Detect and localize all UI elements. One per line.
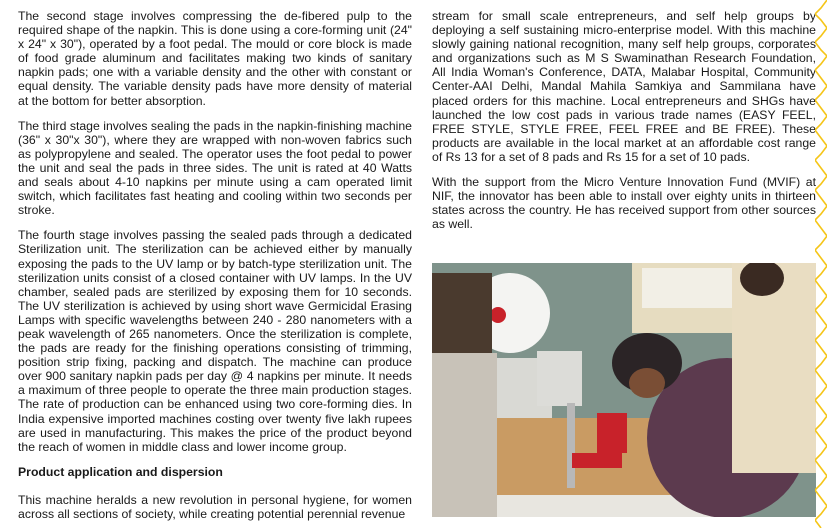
paragraph-third-stage: The third stage involves sealing the pads in the napkin-finishing machine (36" x 30"x 30"), where they are wrapped with non-woven fabrics such as polypropylene and sealed. The operator uses the foot pedal to power the unit and seal the pads in three sides. The unit is rated at 40 Watts and seals about 4-10 napkins per minute using a cam operated limit switch, which facilitates fast heating and cooling within two seconds per stroke.	[18, 118, 412, 218]
paragraph-product-application: This machine heralds a new revolution in personal hygiene, for women across all sections of society, while creating potential perennial revenue	[18, 492, 412, 521]
man-right	[732, 263, 816, 473]
paragraph-fourth-stage: The fourth stage involves passing the sealed pads through a dedicated Sterilization unit. The sterilization can be achieved either by manually exposing the pads to the UV lamp or by batch-type sterilization unit. The sterilization units consist of a closed container with UV lamps. In the UV chamber, sealed pads are sterilized by exposing them for 10 seconds. The UV sterilization is achieved by using short wave Germicidal Erasing Lamps with specific wavelengths between 240 - 280 nanometers with a peak wavelength of 265 nanometers. Once the sterilization is complete, the pads are ready for the finishing operations consisting of trimming, position strip fixing, packing and dispatch. The machine can produce over 900 sanitary napkin pads per day @ 4 napkins per minute. It needs a maximum of three people to operate the three main production stages. The rate of production can be enhanced using two core-forming dies. In India expensive imported machines costing over twenty five lakh rupees are used in manufacturing. This makes the price of the product beyond the reach of women in middle class and lower income group.	[18, 228, 412, 454]
machine-photo-illustration	[432, 263, 816, 517]
paragraph-second-stage: The second stage involves compressing the de-fibered pulp to the required shape of the napkin. This is done using a core-forming unit (24" x 24" x 30"), operated by a foot pedal. The mould or core block is made of food grade aluminum and facilitates making two kinds of sanitary napkin pads; one with a variable density and the other with constant or equal density. The variable density pads have more density of material at the bottom for better absorption.	[18, 9, 412, 108]
paragraph-dispersion-continued: stream for small scale entrepreneurs, and self help groups by deploying a self sustaining micro-enterprise model. With this machine slowly gaining national recognition, many self help groups, corporates and organizations such as M S Swaminathan Research Foundation, All India Woman's Conference, DATA, Malabar Hospital, Community Center-AAI Delhi, Mandal Mahila Samkiya and Sammilana have placed orders for this machine. Local entrepreneurs and SHGs have launched the low cost pads in various trade names (EASY FEEL, FREE STYLE, STYLE FREE, FEEL FREE and BE FREE). These products are available in the local market at an affordable cost range of Rs 13 for a set of 8 pads and Rs 15 for a set of 10 pads.	[432, 9, 816, 164]
section-heading: Product application and dispersion	[18, 464, 223, 479]
left-column	[18, 9, 412, 532]
paragraph-mvif-support: With the support from the Micro Venture Innovation Fund (MVIF) at NIF, the innovator has been able to install over eighty units in thirteen states across the country. He has received support from other sources as well.	[432, 175, 816, 232]
right-column	[432, 9, 816, 242]
hexagon-border-decoration	[815, 0, 827, 528]
machine-photo	[432, 263, 816, 517]
